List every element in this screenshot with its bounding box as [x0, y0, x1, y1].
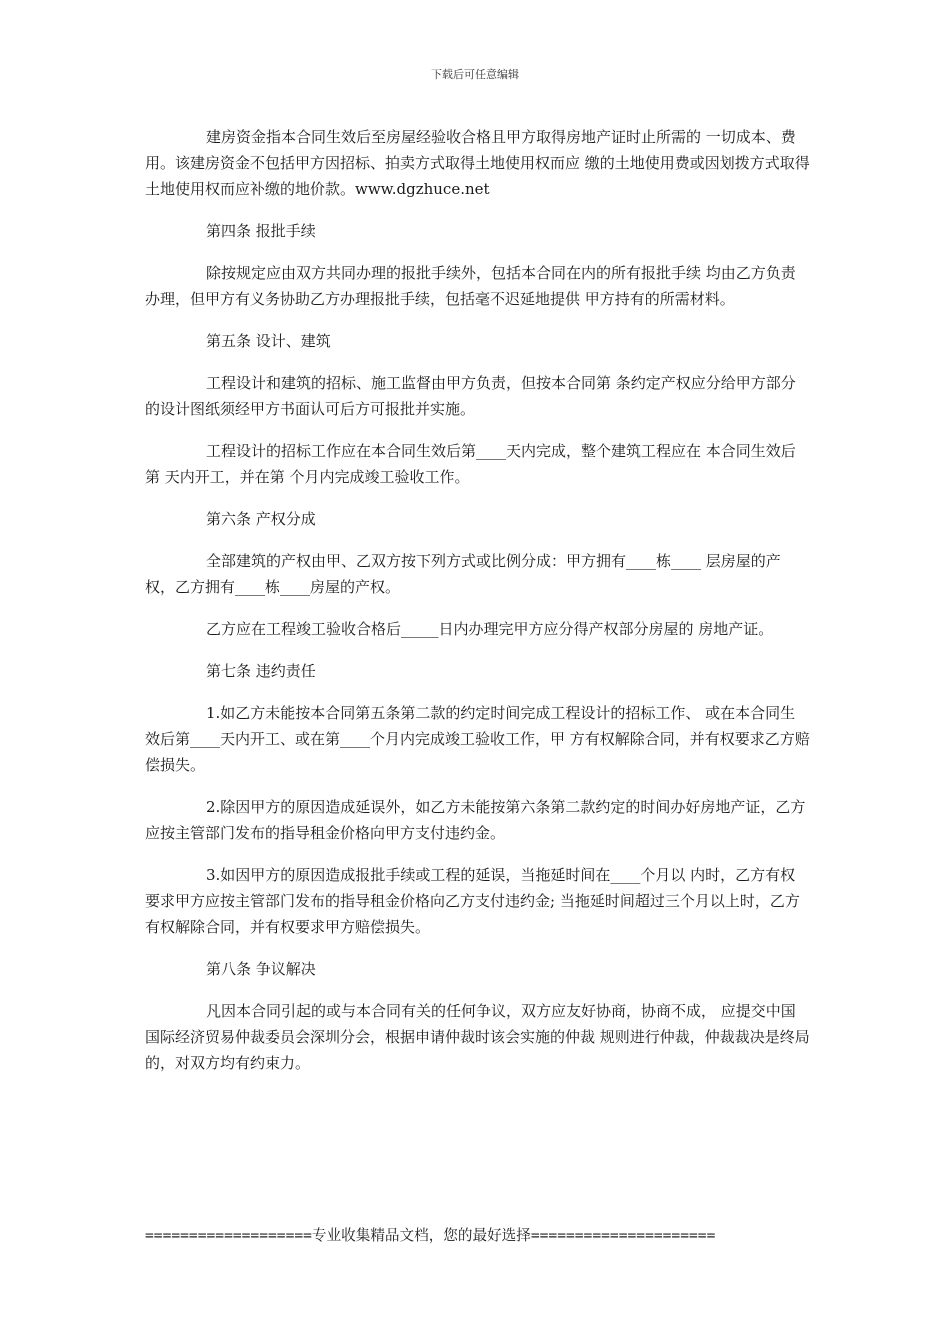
paragraph-breach-1: 1.如乙方未能按本合同第五条第二款的约定时间完成工程设计的招标工作、 或在本合同生效后第____天内开工、或在第____个月内完成竣工验收工作，甲 方有权解除合同，并有权要求乙方赔偿损失。 [145, 704, 810, 774]
paragraph-breach-2: 2.除因甲方的原因造成延误外，如乙方未能按第六条第二款约定的时间办好房地产证，乙方应按主管部门发布的指导租金价格向甲方支付违约金。 [145, 798, 806, 842]
article-5-heading: 第五条 设计、建筑 [206, 332, 331, 350]
paragraph-property-split: 全部建筑的产权由甲、乙双方按下列方式或比例分成：甲方拥有____栋____ 层房屋的产权，乙方拥有____栋____房屋的产权。 [145, 552, 781, 596]
paragraph-construction-funds: 建房资金指本合同生效后至房屋经验收合格且甲方取得房地产证时止所需的 一切成本、费用。该建房资金不包括甲方因招标、拍卖方式取得土地使用权而应 缴的土地使用费或因划拨方式取得土地使用权而应补缴的地价款。www.dgzhuce.net [145, 128, 810, 198]
document-body [145, 124, 810, 1092]
article-7-heading: 第七条 违约责任 [206, 662, 316, 680]
paragraph-design-supervision: 工程设计和建筑的招标、施工监督由甲方负责，但按本合同第 条约定产权应分给甲方部分的设计图纸须经甲方书面认可后方可报批并实施。 [145, 374, 796, 418]
paragraph-design-schedule: 工程设计的招标工作应在本合同生效后第____天内完成，整个建筑工程应在 本合同生效后第 天内开工，并在第 个月内完成竣工验收工作。 [145, 442, 796, 486]
article-4-heading: 第四条 报批手续 [206, 222, 316, 240]
paragraph-approval-procedures: 除按规定应由双方共同办理的报批手续外，包括本合同在内的所有报批手续 均由乙方负责办理，但甲方有义务协助乙方办理报批手续，包括毫不迟延地提供 甲方持有的所需材料。 [145, 264, 796, 308]
paragraph-property-certificate: 乙方应在工程竣工验收合格后_____日内办理完甲方应分得产权部分房屋的 房地产证。 [206, 620, 774, 638]
article-6-heading: 第六条 产权分成 [206, 510, 316, 528]
footer-banner: ===================专业收集精品文档，您的最好选择===================== [145, 1227, 716, 1244]
paragraph-dispute-resolution: 凡因本合同引起的或与本合同有关的任何争议，双方应友好协商，协商不成， 应提交中国国际经济贸易仲裁委员会深圳分会，根据申请仲裁时该会实施的仲裁 规则进行仲裁，仲裁裁决是终局的，对双方均有约束力。 [145, 1002, 810, 1072]
page-header-note: 下载后可任意编辑 [431, 68, 519, 81]
article-8-heading: 第八条 争议解决 [206, 960, 316, 978]
paragraph-breach-3: 3.如因甲方的原因造成报批手续或工程的延误，当拖延时间在____个月以 内时，乙方有权要求甲方应按主管部门发布的指导租金价格向乙方支付违约金; 当拖延时间超过三个月以上时，乙方有权解除合同，并有权要求甲方赔偿损失。 [145, 866, 800, 936]
